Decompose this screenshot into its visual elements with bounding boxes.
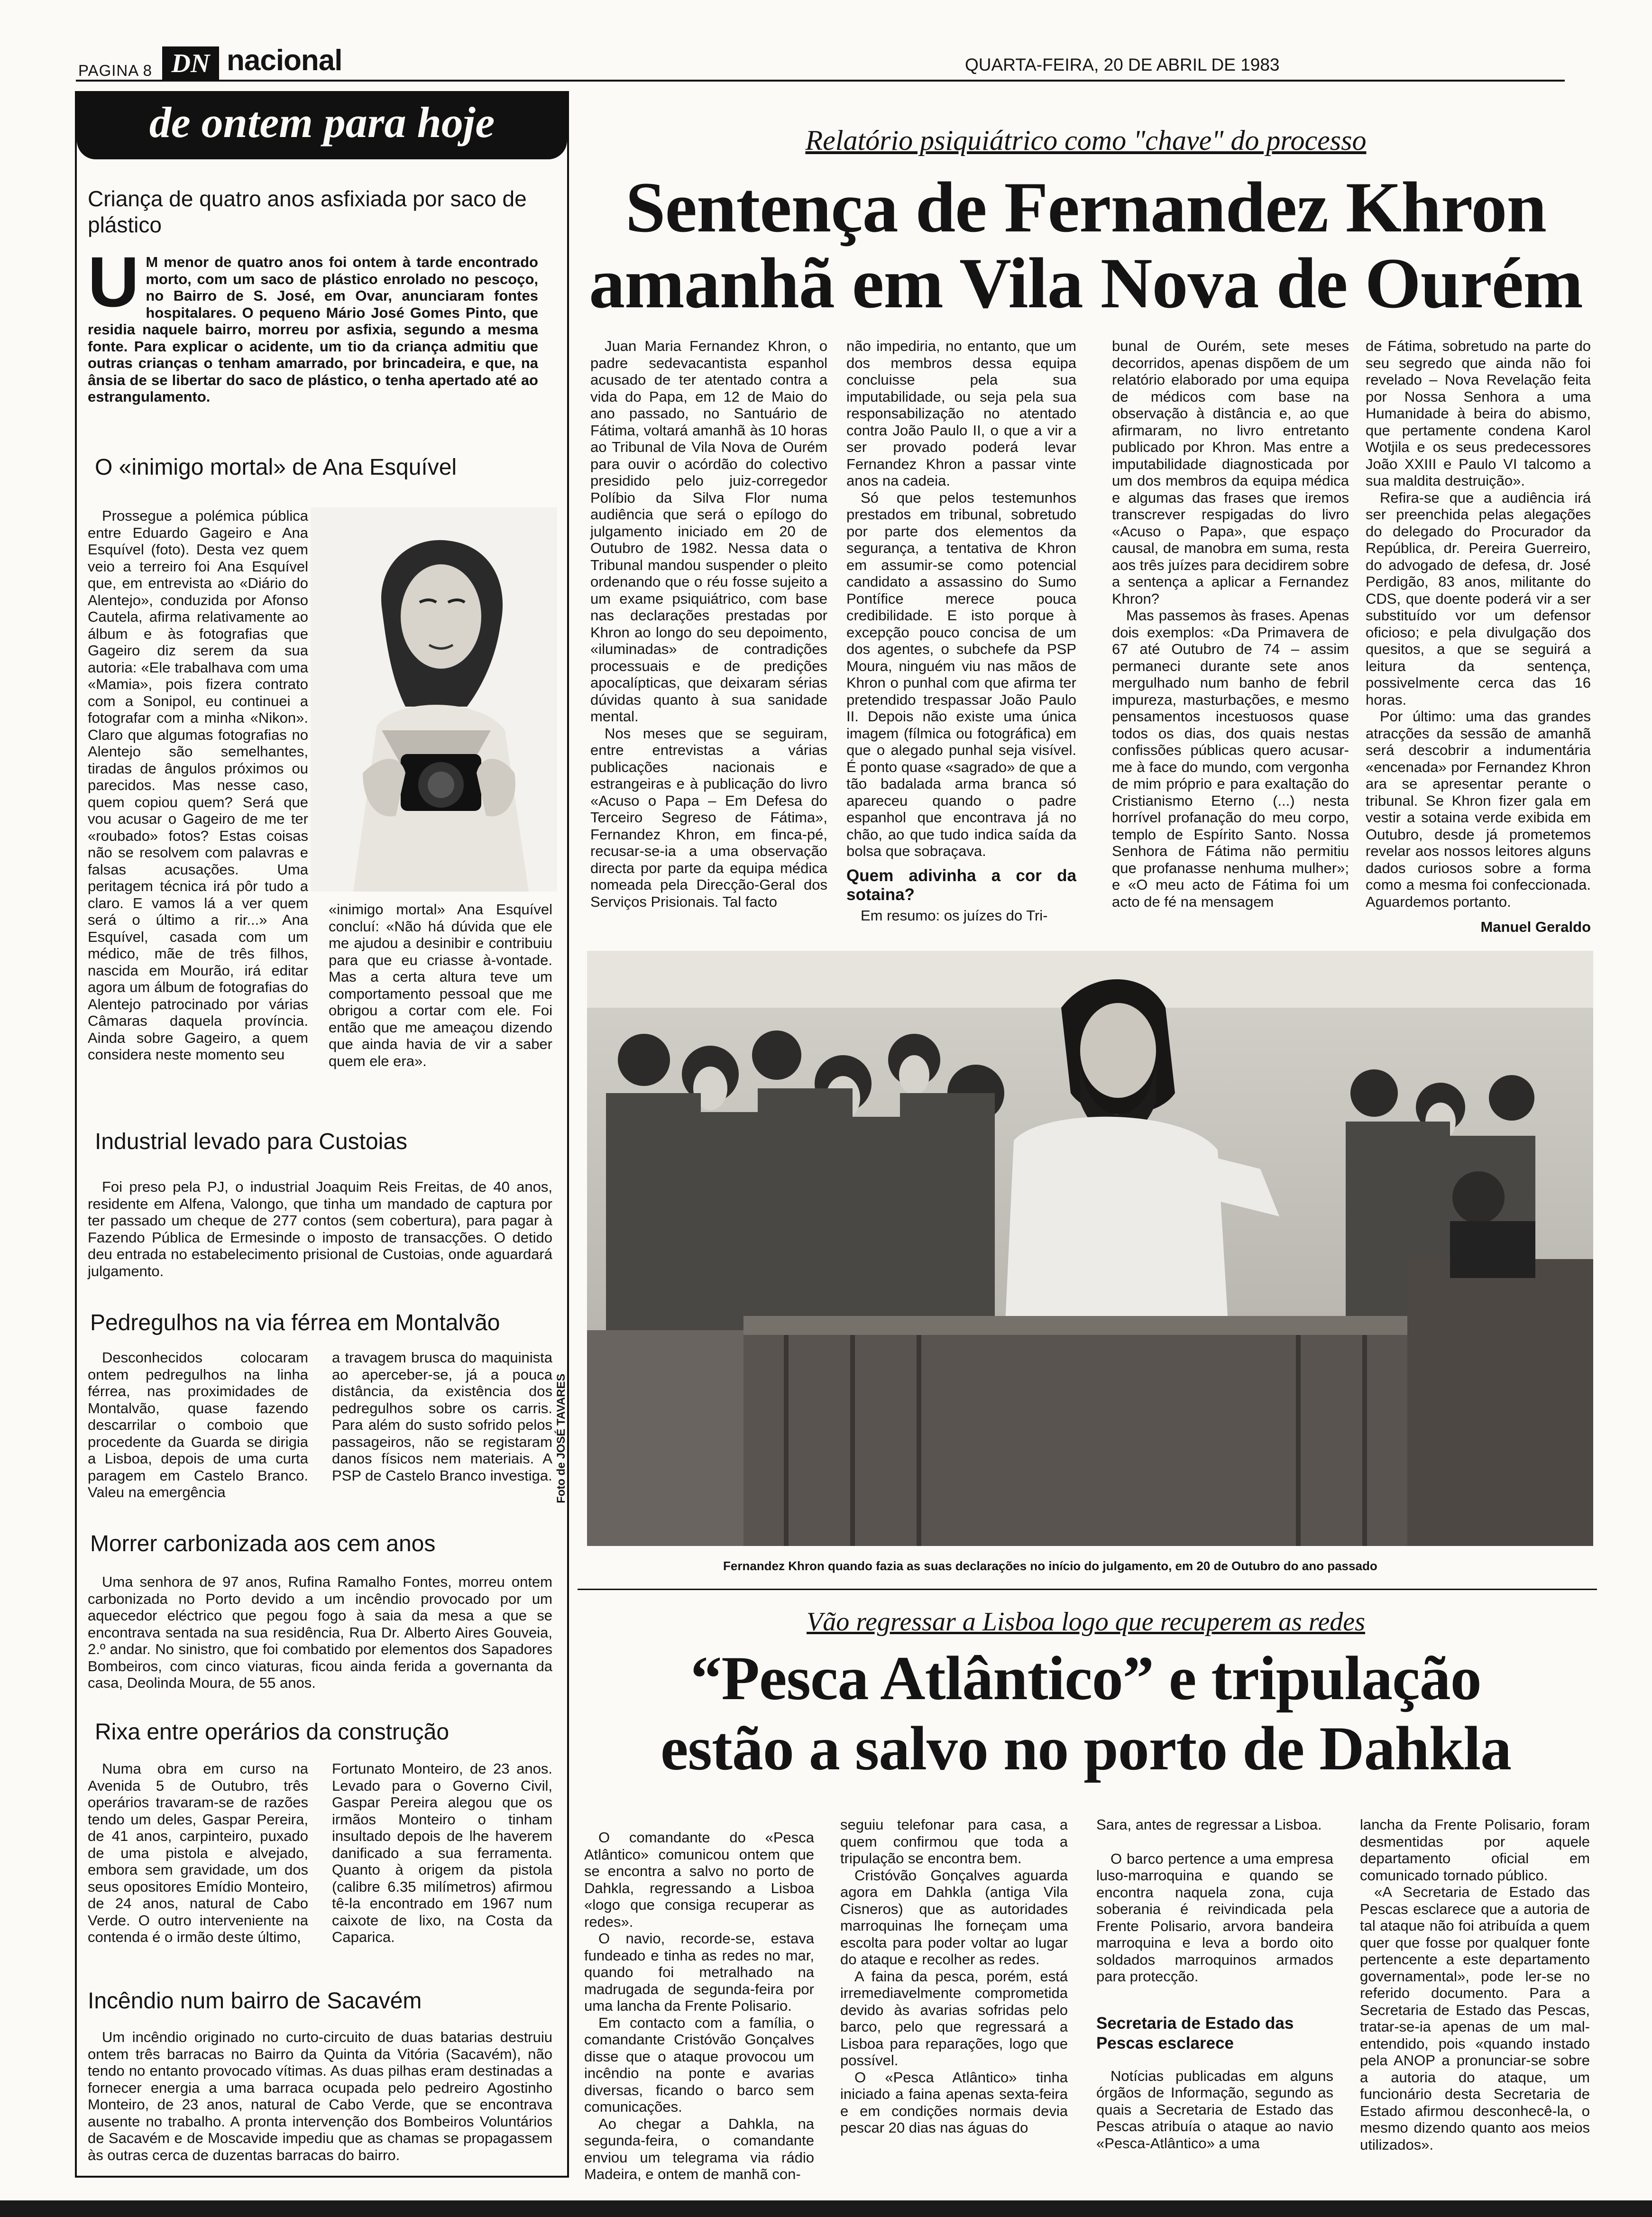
article1-kicker: Relatório psiquiátrico como "chave" do processo <box>805 125 1367 156</box>
story-body <box>88 1573 552 1692</box>
drop-cap: U <box>88 242 139 322</box>
paragraph: Juan Maria Fernandez Khron, o padre sedevacantista espanhol acusado de ter atentado contra a vida do Papa, em 12 de Maio do ano passado, no Santuário de Fátima, voltará amanhã às 10 horas ao Tribunal de Vila Nova de Ourém para ouvir o acórdão do colectivo presidido pelo juiz-corregedor Políbio da Silva Flor numa audiência que será o epílogo do julgamento iniciado em 20 de Outubro de 1982. Nessa data o Tribunal mandou suspender o pleito ordenando que o réu fosse sujeito a um exame psiquiátrico, com base nas declarações prestadas por Khron ao longo do seu depoimento, «iluminadas» de contradições processuais e de predições apocalípticas, que deixaram sérias dúvidas quanto à sua sanidade mental. <box>590 338 827 725</box>
article1-col4 <box>1366 338 1591 936</box>
story-body-left <box>88 507 308 1063</box>
story-text: Uma senhora de 97 anos, Rufina Ramalho Fontes, morreu ontem carbonizada no Porto devido a um incêndio provocado por um aquecedor eléctrico que pegou fogo à saia da mesa a que se encontrava sentada na sua residência, Rua Dr. Alberto Aires Gouveia, 2.º andar. No sinistro, que foi combatido por elementos dos Sapadores Bombeiros, com cinco viaturas, ficou ainda ferida a governanta da casa, Deolinda Moura, de 55 anos. <box>88 1573 552 1691</box>
paragraph: O barco pertence a uma empresa luso-marroquina e quando se encontra naquela zona, cuja soberania é reivindicada pela Frente Polisario, arvora bandeira marroquina e leva a bordo oito soldados marroquinos armados para protecção. <box>1096 1850 1333 1985</box>
issue-date: QUARTA-FEIRA, 20 DE ABRIL DE 1983 <box>965 55 1280 74</box>
article-divider <box>578 1589 1597 1590</box>
page-number: PAGINA 8 <box>78 62 152 79</box>
photo-caption: Fernandez Khron quando fazia as suas declarações no início do julgamento, em 20 de Outubro do ano passado <box>723 1559 1377 1573</box>
story-text: Prossegue a polémica pública entre Eduardo Gageiro e Ana Esquível (foto). Desta vez quem veio a terreiro foi Ana Esquível que, em entrevista ao «Diário do Alentejo», conduzida por Afonso Cautela, afirma relativamente ao álbum e às fotografias que Gageiro diz serem da sua autoria: «Ele trabalhava com uma «Mamia», pois fizera contrato com a Sonipol, eu continuei a fotografar com a minha «Nikon». Claro que algumas fotografias no Alentejo são semelhantes, tiradas de ângulos próximos ou parecidos. Mas nesse caso, quem copiou quem? Será que vou acusar o Gageiro de me ter «roubado» fotos? Estas coisas não se resolvem com palavras e falsas acusações. Uma peritagem técnica irá pôr tudo a claro. E vamos lá a ver quem será o último a rir...» Ana Esquível, casada com um médico, mãe de três filhos, nascida em Mourão, irá editar agora um álbum de fotografias do Alentejo patrocinado por várias Câmaras daquela província. Ainda sobre Gageiro, a quem considera neste momento seu <box>88 507 308 1063</box>
story-body-left <box>88 1349 308 1501</box>
article2-kicker: Vão regressar a Lisboa logo que recuperem as redes <box>807 1607 1365 1637</box>
article1-subhead: Quem adivinha a cor da sotaina? <box>846 866 1076 904</box>
story-body-right <box>329 901 552 1069</box>
story-title: Incêndio num bairro de Sacavém <box>88 1988 422 2014</box>
story-body-right <box>332 1349 552 1484</box>
story-text: Desconhecidos colocaram ontem pedregulhos na linha férrea, nas proximidades de Montalvão, quase fazendo descarrilar o comboio que procedente da Guarda se dirigia a Lisboa, depois de uma curta paragem em Castelo Branco. Valeu na emergência <box>88 1349 308 1500</box>
headline-line: “Pesca Atlântico” e tripulação <box>690 1643 1481 1713</box>
paragraph: lancha da Frente Polisario, foram desmentidas por aquele departamento oficial em comunicado tornado público. <box>1360 1816 1590 1884</box>
story-text: Numa obra em curso na Avenida 5 de Outubro, três operários travaram-se de razões tendo um deles, Gaspar Pereira, de 41 anos, carpinteiro, puxado de uma pistola e alvejado, embora sem gravidade, um dos seus opositores Emídio Monteiro, de 24 anos, natural de Cabo Verde. O outro interveniente na contenda é o irmão deste último, <box>88 1760 308 1945</box>
article1-col3 <box>1112 338 1349 910</box>
paragraph: Só que pelos testemunhos prestados em tribunal, sobretudo por parte dos elementos da segurança, a tentativa de Khron em assumir-se como potencial candidato a assassino do Sumo Pontífice merece pouca credibilidade. E isto porque à excepção pouco concisa de um dos agentes, o subchefe da PSP Moura, ninguém viu nas mãos de Khron o punhal com que afirma ter pretendido trespassar João Paulo II. Depois não existe uma única imagem (fílmica ou fotográfica) em que o alegado punhal seja visível. É ponto quase «sagrado» de que a tão badalada arma branca só apareceu quando o padre espanhol que encontrava já no chão, ao que tudo indica saída da bolsa que sobraçava. <box>846 489 1076 859</box>
article2-col3 <box>1096 1816 1333 2152</box>
paragraph: Nos meses que se seguiram, entre entrevistas a várias publicações nacionais e estrangeiras e à publicação do livro «Acuso o Papa – Em Defesa do Terceiro Segreso de Fátima», Fernandez Khron, em finca-pé, recusar-se-ia a uma observação directa por parte da equipa médica nomeada pela Direcção-Geral dos Serviços Prisionais. Tal facto <box>590 725 827 910</box>
page-bottom-bar <box>0 2200 1652 2217</box>
courtroom-photo <box>587 951 1593 1546</box>
byline: Manuel Geraldo <box>1480 919 1591 935</box>
paragraph: O navio, recorde-se, estava fundeado e tinha as redes no mar, quando foi metralhado na madrugada de segunda-feira por uma lancha da Frente Polisario. <box>584 1930 814 2014</box>
section-name: nacional <box>227 44 342 77</box>
story-title: O «inimigo mortal» de Ana Esquível <box>95 455 457 480</box>
paragraph: Notícias publicadas em alguns órgãos de Informação, segundo as quais a Secretaria de Estado das Pescas atribuía o ataque ao navio «Pesca-Atlântico» a uma <box>1096 2067 1333 2152</box>
article2-col2 <box>840 1816 1068 2136</box>
story-title: Rixa entre operários da construção <box>95 1720 450 1745</box>
headline-line: estão a salvo no porto de Dahkla <box>660 1713 1512 1783</box>
story-text: Um incêndio originado no curto-circuito de duas batarias destruiu ontem três barracas no Bairro da Quinta da Vitória (Sacavém), não tendo no entanto provocado vítimas. As duas pilhas eram destinadas a fornecer energia a uma barraca ocupada pelo pedreiro Agostinho Monteiro, de 23 anos, natural de Cabo Verde, que se encontrava ausente no trabalho. A pronta intervenção dos Bombeiros Voluntários de Sacavém e de Moscavide impediu que as chamas se propagassem às outras cerca de duzentas barracas do bairro. <box>88 2029 552 2163</box>
article2-col1 <box>584 1829 814 2183</box>
sidebar-banner-title: de ontem para hoje <box>149 98 495 147</box>
person-photo <box>311 507 557 892</box>
story-title: Pedregulhos na via férrea em Montalvão <box>90 1310 500 1335</box>
photo-credit: Foto de JOSÉ TAVARES <box>555 1373 568 1503</box>
article2-col4 <box>1360 1816 1590 2153</box>
article1-headline <box>583 167 1588 323</box>
story-title: Industrial levado para Custoias <box>95 1129 408 1154</box>
paragraph: Sara, antes de regressar a Lisboa. <box>1096 1816 1322 1833</box>
paragraph: Cristóvão Gonçalves aguarda agora em Dahkla (antiga Vila Cisneros) que as autoridades marroquinas lhe forneçam uma escolta para poder voltar ao lugar do ataque e recolher as redes. <box>840 1867 1068 1968</box>
article2-subhead: Secretaria de Estado das Pescas esclarece <box>1096 2014 1294 2052</box>
paragraph: A faina da pesca, porém, está irremediavelmente comprometida devido às avarias sofridas pelo barco, pelo que regressará a Lisboa para reparações, logo que possível. <box>840 1968 1068 2069</box>
newspaper-logo: DN <box>162 46 219 81</box>
paragraph: Em contacto com a família, o comandante Cristóvão Gonçalves disse que o ataque provocou um incêndio na ponte e avarias diversas, ficando o barco sem comunicações. <box>584 2014 814 2115</box>
paragraph: não impediria, no entanto, que um dos membros dessa equipa concluisse pela sua imputabilidade, ou seja pela sua responsabilização no atentado contra João Paulo II, o que a vir a ser provado poderá levar Fernandez Khron a passar vinte anos na cadeia. <box>846 338 1076 489</box>
story-body <box>88 2029 552 2163</box>
page-header <box>0 0 1652 83</box>
sidebar-banner <box>77 93 567 159</box>
article2-headline <box>583 1643 1588 1784</box>
article1-col2 <box>846 338 1076 924</box>
paragraph: O comandante do «Pesca Atlântico» comunicou ontem que se encontra a salvo no porto de Dahkla, regressando a Lisboa «logo que consiga recuperar as redes». <box>584 1829 814 1930</box>
paragraph: Em resumo: os juízes do Tri- <box>861 907 1048 924</box>
story-text: a travagem brusca do maquinista ao aperceber-se, já a pouca distância, da existência dos pedregulhos sobre os carris. Para além do susto sofrido pelos passageiros, não se registaram danos físicos nem materiais. A PSP de Castelo Branco investiga. <box>332 1349 552 1484</box>
paragraph: O «Pesca Atlântico» tinha iniciado a faina apenas sexta-feira e em condições normais devia pescar 20 dias nas águas do <box>840 2069 1068 2136</box>
paragraph: bunal de Ourém, sete meses decorridos, apenas dispõem de um relatório elaborado por uma equipa de médicos com base na observação à distância e, ao que afirmaram, no livro entretanto publicado por Khron. Mas entre a imputabilidade diagnosticada por um dos membros da equipa médica e algumas das frases que iremos transcrever respigadas do livro «Acuso o Papa», que espaço causal, de manobra em suma, resta aos três juízes para decidirem sobre a sentença a aplicar a Fernandez Khron? <box>1112 338 1349 607</box>
story-body <box>88 1178 552 1279</box>
paragraph: Por último: uma das grandes atracções da sessão de amanhã será descobrir a indumentária «encenada» por Fernandez Khron ara se apresentar perante o tribunal. Se Khron fizer gala em vestir a sotaina verde exibida em Outubro, desde já prometemos revelar aos nossos leitores alguns dados curiosos sobre a forma como a mesma foi confeccionada. Aguardemos portanto. <box>1366 708 1591 910</box>
paragraph: «A Secretaria de Estado das Pescas esclarece que a autoria de tal ataque não foi atribuída a quem quer que fosse por qualquer fonte pertencente a este departamento governamental», pode ler-se no referido documento. Para a Secretaria de Estado das Pescas, tratar-se-ia apenas de um mal-entendido, pois «quando instado pela ANOP a pronunciar-se sobre a autoria do ataque, um funcionário desta Secretaria de Estado afirmou desconhecê-la, o mesmo dizendo quanto aos meios utilizados». <box>1360 1884 1590 2153</box>
paragraph: seguiu telefonar para casa, a quem confirmou que toda a tripulação se encontra bem. <box>840 1816 1068 1867</box>
paragraph: de Fátima, sobretudo na parte do seu segredo que ainda não foi revelado – Nova Revelação feita por Nossa Senhora a uma Humanidade à beira do abismo, que pertamente condena Karol Wotjila e os seus predecessores João XXIII e Paulo VI talcomo a sua maldita destruição». <box>1366 338 1591 489</box>
paragraph: Ao chegar a Dahkla, na segunda-feira, o comandante enviou um telegrama via rádio Madeira, e ontem de manhã con- <box>584 2115 814 2182</box>
story-text: Foi preso pela PJ, o industrial Joaquim Reis Freitas, de 40 anos, residente em Alfena, Valongo, que tinha um mandado de captura por ter passado um cheque de 277 contos (sem cobertura), para pagar à Fazendo Pública de Ermesinde o imposto de transacções. O detido deu entrada no estabelecimento prisional de Custoias, onde aguardará julgamento. <box>88 1178 552 1279</box>
story-title: Morrer carbonizada aos cem anos <box>90 1531 436 1556</box>
story-text: «inimigo mortal» Ana Esquível concluí: «Não há dúvida que ele me ajudou a desinibir e contribuiu para que eu criasse à-vontade. Mas a certa altura teve um comportamento pessoal que me obrigou a cortar com ele. Foi então que me ameaçou dizendo que ainda havia de vir a saber quem ele era». <box>329 901 552 1069</box>
header-rule <box>76 80 1565 82</box>
story-body-left <box>88 1760 308 1946</box>
story-text: M menor de quatro anos foi ontem à tarde encontrado morto, com um saco de plástico enrolado no pescoço, no Bairro de S. José, em Ovar, anunciaram fontes hospitalares. O pequeno Mário José Gomes Pinto, que residia naquele bairro, morreu por asfixia, segundo a mesma fonte. Para explicar o acidente, um tio da criança admitiu que outras crianças o tenham amarrado, por brincadeira, e que, na ânsia de se libertar do saco de plástico, o tenha apertado até ao estrangulamento. <box>88 254 538 405</box>
paragraph: Refira-se que a audiência irá ser preenchida pelas alegações do delegado do Procurador da República, dr. Pereira Guerreiro, do advogado de defesa, dr. José Perdigão, 83 anos, militante do CDS, que doente poderá vir a ser substituído vor um defensor oficioso; e pela divulgação dos quesitos, a que se seguirá a leitura da sentença, possivelmente cerca das 16 horas. <box>1366 489 1591 708</box>
headline-line: amanhã em Vila Nova de Ourém <box>589 243 1583 323</box>
story-body-right <box>332 1760 552 1946</box>
headline-line: Sentença de Fernandez Khron <box>625 167 1546 247</box>
story-text: Fortunato Monteiro, de 23 anos. Levado para o Governo Civil, Gaspar Pereira alegou que os irmãos Monteiro o tinham insultado depois de lhe haverem danificado a sua ferramenta. Quanto à origem da pistola (calibre 6.35 milímetros) afirmou tê-la encontrado em 1967 num caixote de lixo, na Costa da Caparica. <box>332 1760 552 1945</box>
story-body <box>88 242 538 405</box>
paragraph: Mas passemos às frases. Apenas dois exemplos: «Da Primavera de 67 até Outubro de 74 – assim permaneci durante sete anos mergulhado num banho de febril impureza, masturbações, e mesmo pensamentos incestuosos quase todos os dias, dos quais nestas confissões públicas quero acusar-me à face do mundo, com vergonha de mim próprio e para exaltação do Cristianismo Eterno (...) nesta horrível profanação do meu corpo, templo de Espírito Santo. Nossa Senhora de Fátima não permitiu que profanasse nenhuma mulher»; e «O meu acto de Fátima foi um acto de fé na mensagem <box>1112 607 1349 910</box>
article1-col1 <box>590 338 827 910</box>
story-title: Criança de quatro anos asfixiada por saco de plástico <box>88 186 527 237</box>
